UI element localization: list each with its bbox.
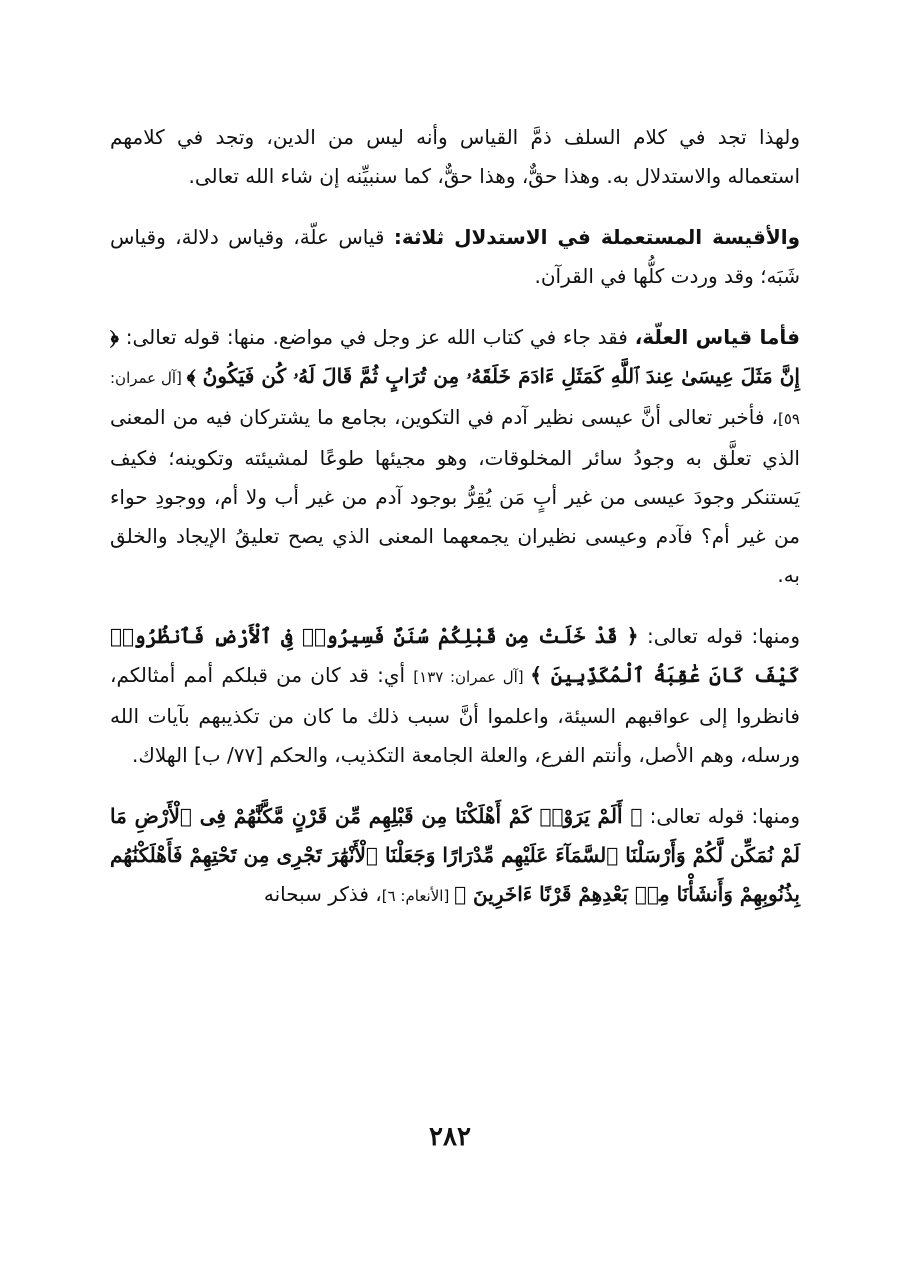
paragraph-three-analogies — [110, 218, 800, 296]
paragraph-text-before: فقد جاء في كتاب الله عز وجل في مواضع. منها: قوله تعالى: — [118, 325, 635, 349]
verse-reference: [آل عمران: ١٣٧] — [413, 668, 531, 686]
verse-reference: [الأنعام: ٦] — [381, 887, 455, 905]
page-number: ٢٨٢ — [429, 1122, 471, 1152]
paragraph-qiyas-illa — [110, 318, 800, 595]
paragraph-text-before: ومنها: قوله تعالى: — [642, 804, 800, 828]
verse-reference: [آل عمران: ٥٩] — [110, 369, 800, 428]
paragraph-text: قياس علّة، وقياس دلالة، وقياس شَبَه؛ وقد وردت كلُّها في القرآن. — [110, 225, 800, 288]
paragraph-lead: فأما قياس العلّة، — [634, 325, 800, 349]
paragraph-sunan-example — [110, 617, 800, 775]
quran-verse: ﴿ أَلَمْ يَرَوْا۟ كَمْ أَهْلَكْنَا مِن قَبْلِهِم مِّن قَرْنٍ مَّكَّنَّٰهُمْ فِى ٱلْأَرْضِ مَا لَمْ نُمَكِّن لَّكُمْ وَأَرْسَلْنَا ٱلسَّمَآءَ عَلَيْهِم مِّدْرَارًا وَجَعَلْنَا ٱلْأَنْهَٰرَ تَجْرِى مِن تَحْتِهِمْ فَأَهْلَكْنَٰهُم بِذُنُوبِهِمْ وَأَنشَأْنَا مِنۢ بَعْدِهِمْ قَرْنًا ءَاخَرِينَ ﴾ — [110, 804, 800, 906]
paragraph-text: ولهذا تجد في كلام السلف ذمَّ القياس وأنه ليس من الدين، وتجد في كلامهم استعماله والاستدلال به. وهذا حقٌّ، وهذا حقٌّ، كما سنبيِّنه إن شاء الله تعالى. — [110, 125, 800, 188]
paragraph-lead: والأقيسة المستعملة في الاستدلال ثلاثة: — [393, 225, 800, 249]
paragraph-anam-example — [110, 797, 800, 916]
paragraph-text-after: أي: قد كان من قبلكم أمم أمثالكم، فانظروا إلى عواقبهم السيئة، واعلموا أنَّ سبب ذلك ما كان من تكذيبهم بآيات الله ورسله، وهم الأصل، وأنتم الفرع، والعلة الجامعة التكذيب، والحكم [٧٧/ ب] الهلاك. — [110, 663, 800, 767]
paragraph-text-after: ، فذكر سبحانه — [263, 882, 382, 906]
quran-verse: ﴿ إِنَّ مَثَلَ عِيسَىٰ عِندَ ٱللَّهِ كَمَثَلِ ءَادَمَ خَلَقَهُۥ مِن تُرَابٍ ثُمَّ قَالَ لَهُۥ كُن فَيَكُونُ ﴾ — [110, 325, 800, 388]
quran-verse: ﴿ قَدْ خَلَتْ مِن قَبْلِكُمْ سُنَنٌ فَسِيرُوا۟ فِى ٱلْأَرْضِ فَٱنظُرُوا۟ كَيْفَ كَانَ عَٰقِبَةُ ٱلْمُكَذِّبِينَ ﴾ — [110, 624, 800, 687]
paragraph-text-before: ومنها: قوله تعالى: — [638, 624, 800, 648]
page-body — [110, 118, 800, 938]
paragraph-text-after: ، فأخبر تعالى أنَّ عيسى نظير آدم في التكوين، بجامع ما يشتركان فيه من المعنى الذي تعلَّق به وجودُ سائر المخلوقات، وهو مجيئها طوعًا لمشيئته وتكوينه؛ فكيف يَستنكر وجودَ عيسى من غير أبٍ مَن يُقِرُّ بوجود آدم من غير أب ولا أم، ووجودِ حواء من غير أم؟ فآدم وعيسى نظيران يجمعهما المعنى الذي يصح تعليقُ الإيجاد والخلق به. — [110, 405, 800, 587]
paragraph-salaf-qiyas — [110, 118, 800, 196]
